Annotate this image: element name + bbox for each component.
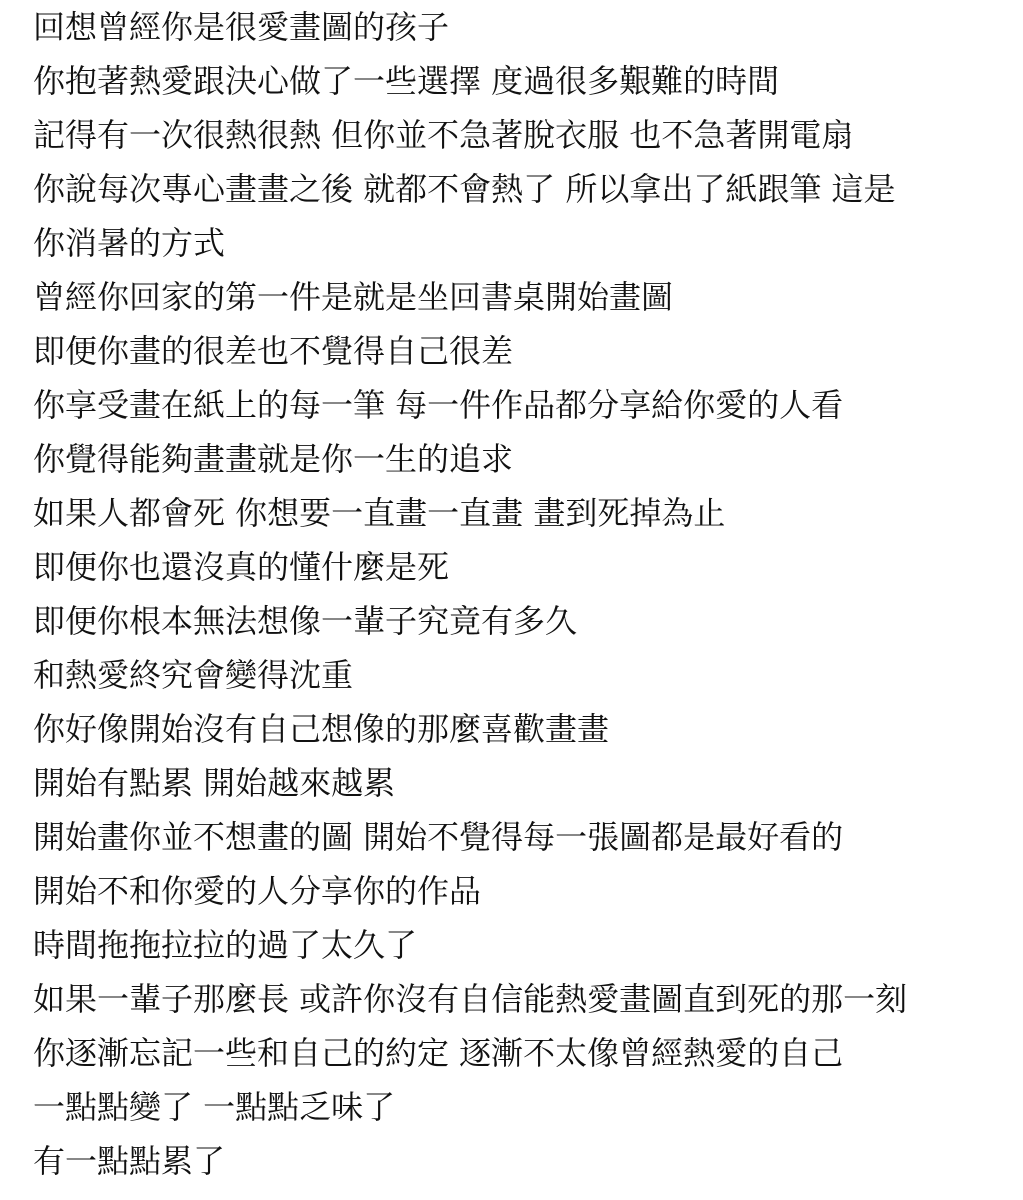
note-line-22: 有一點點累了: [33, 1142, 226, 1180]
note-line-3: 記得有一次很熱很熱 但你並不急著脫衣服 也不急著開電扇: [33, 116, 854, 154]
note-line-2: 你抱著熱愛跟決心做了一些選擇 度過很多艱難的時間: [33, 62, 780, 100]
note-line-7: 即便你畫的很差也不覺得自己很差: [33, 332, 514, 370]
note-line-4: 你說每次專心畫畫之後 就都不會熱了 所以拿出了紙跟筆 這是: [33, 170, 896, 208]
note-line-16: 開始畫你並不想畫的圖 開始不覺得每一張圖都是最好看的: [33, 818, 844, 856]
note-line-13: 和熱愛終究會變得沈重: [33, 656, 354, 694]
note-line-11: 即便你也還沒真的懂什麼是死: [33, 548, 450, 586]
note-line-15: 開始有點累 開始越來越累: [33, 764, 396, 802]
note-line-12: 即便你根本無法想像一輩子究竟有多久: [33, 602, 578, 640]
note-line-5: 你消暑的方式: [33, 224, 226, 262]
note-line-6: 曾經你回家的第一件是就是坐回書桌開始畫圖: [33, 278, 674, 316]
note-line-10: 如果人都會死 你想要一直畫一直畫 畫到死掉為止: [33, 494, 726, 532]
note-line-14: 你好像開始沒有自己想像的那麼喜歡畫畫: [33, 710, 610, 748]
note-line-8: 你享受畫在紙上的每一筆 每一件作品都分享給你愛的人看: [33, 386, 844, 424]
note-body: [33, 0, 1008, 1188]
note-line-21: 一點點變了 一點點乏味了: [33, 1088, 396, 1126]
note-line-9: 你覺得能夠畫畫就是你一生的追求: [33, 440, 514, 478]
note-line-17: 開始不和你愛的人分享你的作品: [33, 872, 482, 910]
note-line-18: 時間拖拖拉拉的過了太久了: [33, 926, 418, 964]
note-line-1: 回想曾經你是很愛畫圖的孩子: [33, 8, 450, 46]
note-line-20: 你逐漸忘記一些和自己的約定 逐漸不太像曾經熱愛的自己: [33, 1034, 844, 1072]
note-line-19: 如果一輩子那麼長 或許你沒有自信能熱愛畫圖直到死的那一刻: [33, 980, 908, 1018]
